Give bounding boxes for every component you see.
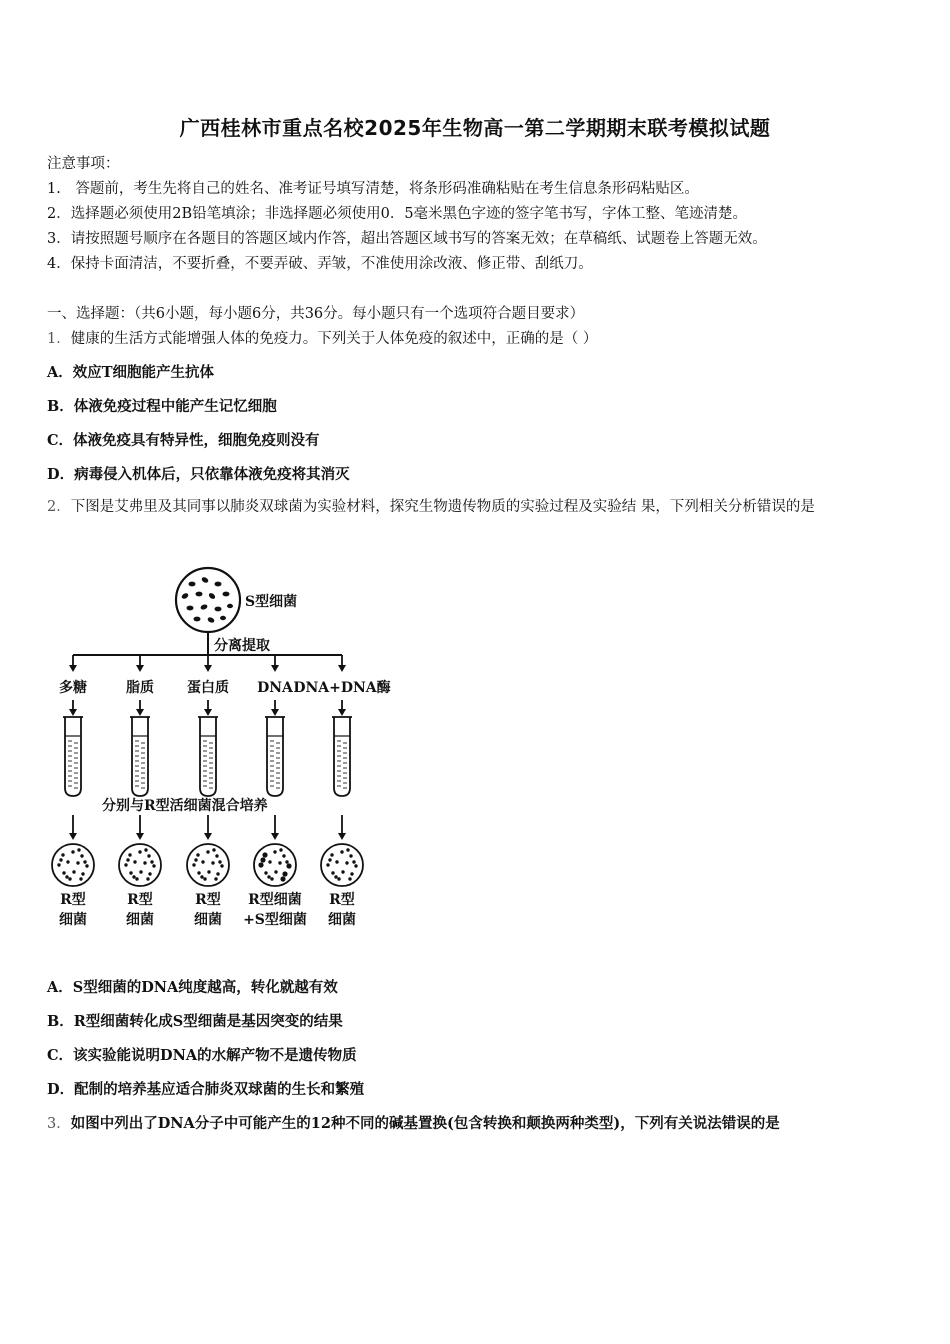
q1-option-a: A．效应T细胞能产生抗体: [47, 364, 215, 381]
q2-option-c: C．该实验能说明DNA的水解产物不是遗传物质: [47, 1047, 357, 1064]
result-label-line1: R型: [60, 892, 86, 908]
experiment-diagram: [40, 560, 430, 940]
question-stem: 下图是艾弗里及其同事以肺炎双球菌为实验材料，探究生物遗传物质的实验过程及实验结 果，下列相关分析错误的是: [70, 499, 815, 515]
test-tube: [63, 717, 83, 796]
question-2: [47, 488, 907, 526]
culture-dish: [321, 844, 363, 886]
test-tube: [332, 717, 352, 796]
culture-dish: [254, 844, 296, 886]
test-tube: [265, 717, 285, 796]
component-label: DNA: [257, 680, 293, 696]
result-label-line1: R型: [329, 892, 355, 908]
result-label-line2: +S型细菌: [243, 912, 307, 928]
notice-heading: 注意事项：: [47, 156, 120, 172]
extract-label: 分离提取: [214, 638, 270, 654]
question-number: 2．: [47, 499, 71, 515]
s-bacteria-label: S型细菌: [245, 594, 298, 610]
question-number: 1．: [47, 331, 71, 347]
component-label: 脂质: [126, 680, 154, 696]
notice-item: 3．请按照题号顺序在各题目的答题区域内作答，超出答题区域书写的答案无效；在草稿纸、试题卷上答题无效。: [47, 231, 767, 247]
test-tube: [198, 717, 218, 796]
result-label-line1: R型细菌: [248, 892, 302, 908]
question-1: [47, 327, 597, 348]
q1-option-c: C．体液免疫具有特异性，细胞免疫则没有: [47, 432, 320, 449]
notice-item: 4．保持卡面清洁，不要折叠，不要弄破、弄皱，不准使用涂改液、修正带、刮纸刀。: [47, 256, 593, 272]
question-stem: 如图中列出了DNA分子中可能产生的12种不同的碱基置换(包含转换和颠换两种类型)，下列有关说法错误的是: [70, 1115, 780, 1132]
result-label-line2: 细菌: [59, 912, 87, 928]
notice-item: 2．选择题必须使用2B铅笔填涂；非选择题必须使用0．5毫米黑色字迹的签字笔书写，字体工整、笔迹清楚。: [47, 206, 748, 222]
question-3: [47, 1112, 780, 1133]
component-label: 蛋白质: [187, 680, 229, 696]
component-label: 多糖: [59, 680, 87, 696]
result-label-line1: R型: [195, 892, 221, 908]
result-label-line1: R型: [127, 892, 153, 908]
result-label-line2: 细菌: [194, 912, 222, 928]
result-label-line2: 细菌: [328, 912, 356, 928]
culture-dish: [119, 844, 161, 886]
q1-option-d: D．病毒侵入机体后，只依靠体液免疫将其消灭: [47, 466, 350, 483]
test-tube: [130, 717, 150, 796]
mix-label: 分别与R型活细菌混合培养: [102, 798, 268, 814]
q2-option-a: A．S型细菌的DNA纯度越高，转化就越有效: [47, 979, 338, 996]
culture-dish: [52, 844, 94, 886]
component-label: DNA+DNA酶: [293, 680, 391, 696]
section-heading: 一、选择题：（共6小题，每小题6分，共36分。每小题只有一个选项符合题目要求）: [47, 306, 585, 322]
notice-item: 1. 答题前，考生先将自己的姓名、准考证号填写清楚，将条形码准确粘贴在考生信息条形码粘贴区。: [47, 181, 699, 197]
question-number: 3．: [47, 1116, 71, 1132]
q2-option-b: B．R型细菌转化成S型细菌是基因突变的结果: [47, 1013, 343, 1030]
q2-option-d: D．配制的培养基应适合肺炎双球菌的生长和繁殖: [47, 1081, 365, 1098]
page-title: 广西桂林市重点名校2025年生物高一第二学期期末联考模拟试题: [179, 116, 771, 140]
result-label-line2: 细菌: [126, 912, 154, 928]
question-stem: 健康的生活方式能增强人体的免疫力。下列关于人体免疫的叙述中，正确的是（ ）: [70, 331, 598, 347]
s-bacteria-dish: [176, 568, 240, 632]
culture-dish: [187, 844, 229, 886]
q1-option-b: B．体液免疫过程中能产生记忆细胞: [47, 398, 277, 415]
